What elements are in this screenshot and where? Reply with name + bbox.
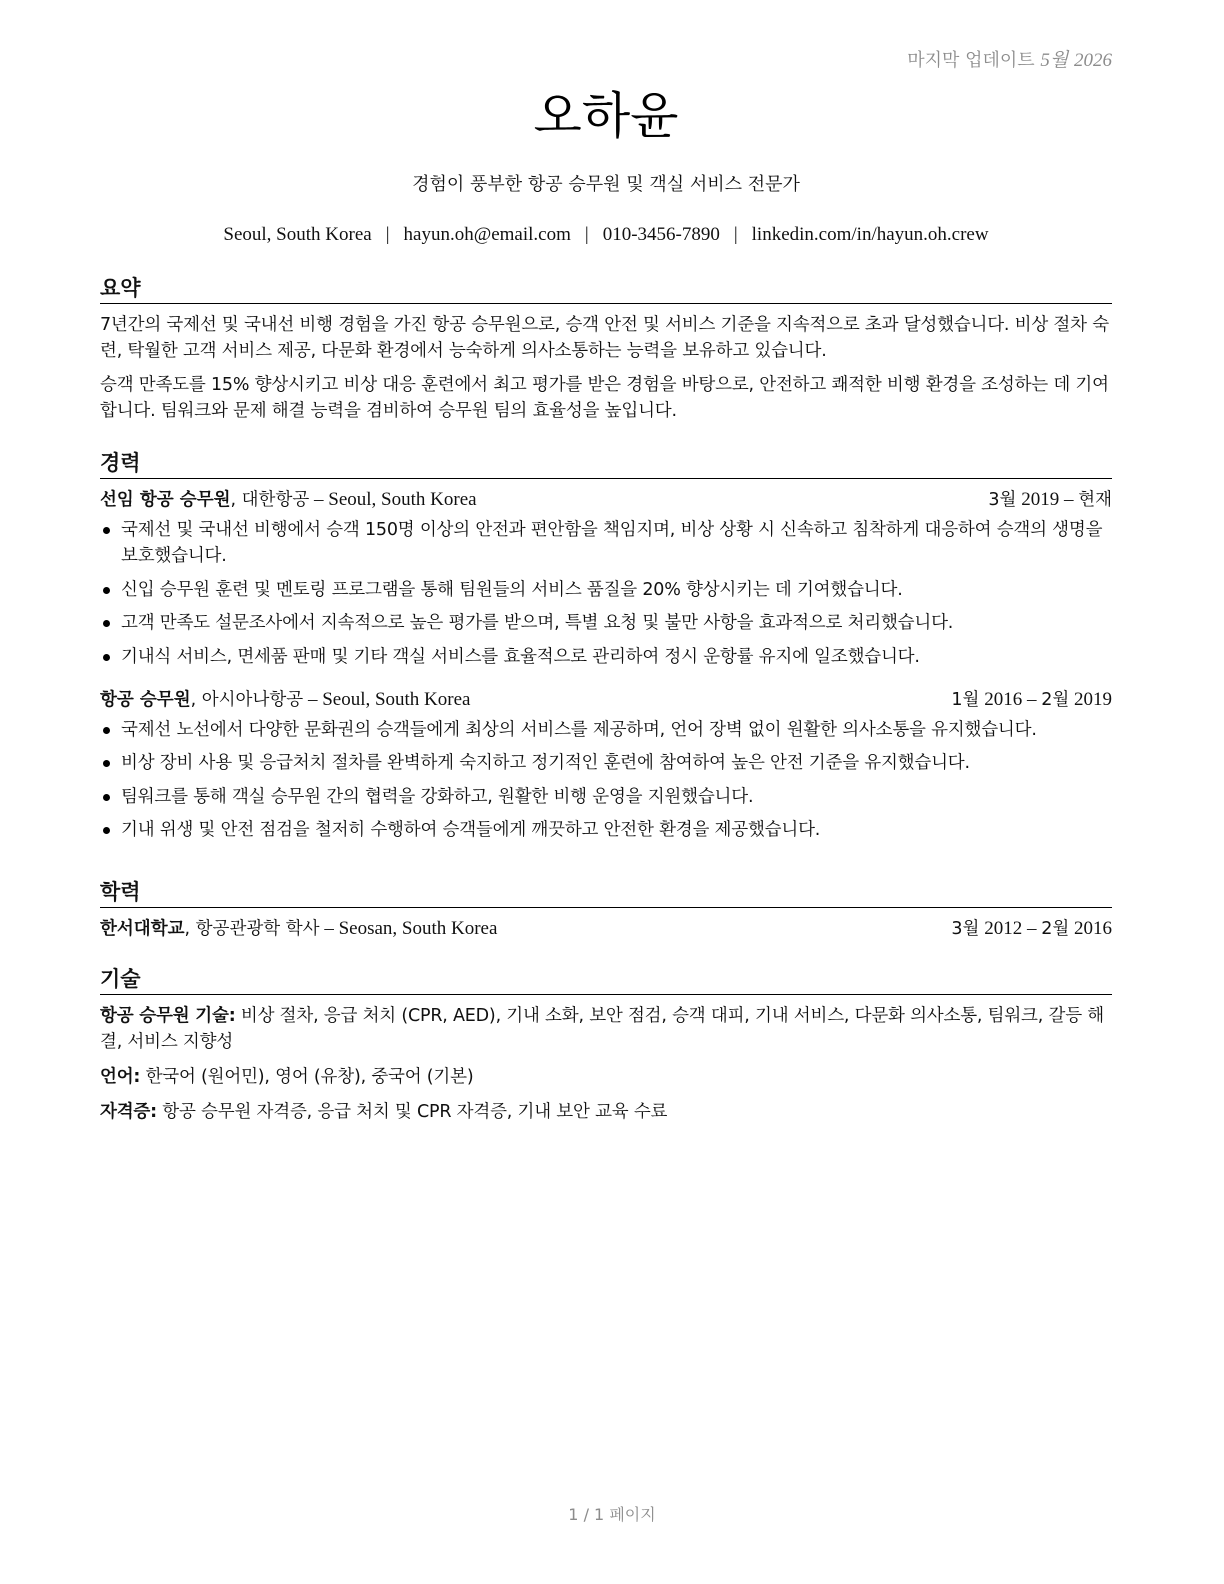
job-entry [100, 687, 1112, 844]
last-updated-year: 2026 [1074, 50, 1112, 71]
education-entry [100, 916, 1112, 942]
education-start-year: 2012 – [979, 918, 1042, 939]
job-bullets [100, 517, 1112, 670]
contact-phone: 010-3456-7890 [602, 224, 720, 245]
job-end: 현재 [1078, 490, 1112, 510]
skill-label: 항공 승무원 기술: [100, 1006, 236, 1026]
candidate-tagline: 경험이 풍부한 항공 승무원 및 객실 서비스 전문가 [412, 174, 800, 195]
education-location: – Seosan, South Korea [319, 918, 498, 939]
job-role: 선임 항공 승무원 [100, 490, 231, 510]
skill-text: 비상 절차, 응급 처치 (CPR, AED), 기내 소화, 보안 점검, 승객 대피, 기내 서비스, 다문화 의사소통, 팀워크, 갈등 해결, 서비스 지향성 [100, 1006, 1104, 1052]
education-end-month: 2월 [1041, 919, 1070, 939]
page-footer [0, 1502, 1224, 1525]
job-header [100, 487, 1112, 513]
job-title-line [100, 487, 477, 513]
contact-email[interactable]: hayun.oh@email.com [403, 224, 571, 245]
job-bullets [100, 717, 1112, 844]
skill-line [100, 1064, 1112, 1090]
job-title-line [100, 687, 470, 713]
skills-title: 기술 [100, 965, 1112, 995]
summary-paragraph: 승객 만족도를 15% 향상시키고 비상 대응 훈련에서 최고 평가를 받은 경험을 바탕으로, 안전하고 쾌적한 비행 환경을 조성하는 데 기여합니다. 팀워크와 문제 해결 능력을 겸비하여 승무원 팀의 효율성을 높입니다. [100, 375, 1109, 421]
list-item: 고객 만족도 설문조사에서 지속적으로 높은 평가를 받으며, 특별 요청 및 불만 사항을 효과적으로 처리했습니다. [100, 610, 1112, 636]
skill-text: 항공 승무원 자격증, 응급 처치 및 CPR 자격증, 기내 보안 교육 수료 [156, 1102, 668, 1122]
contact-separator: | [385, 224, 390, 245]
job-start-year: 2019 – [1016, 489, 1079, 510]
job-entry [100, 487, 1112, 670]
skill-label: 자격증: [100, 1102, 157, 1122]
contact-separator: | [584, 224, 589, 245]
contact-line [100, 224, 1112, 246]
job-start-month: 3월 [988, 490, 1017, 510]
list-item: 기내식 서비스, 면세품 판매 및 기타 객실 서비스를 효율적으로 관리하여 정시 운항률 유지에 일조했습니다. [100, 644, 1112, 670]
skill-label: 언어: [100, 1067, 141, 1087]
job-location: – Seoul, South Korea [303, 688, 471, 710]
list-item: 기내 위생 및 안전 점검을 철저히 수행하여 승객들에게 깨끗하고 안전한 환경을 제공했습니다. [100, 817, 1112, 843]
education-end-year: 2016 [1069, 918, 1112, 939]
job-role: 항공 승무원 [100, 689, 191, 710]
list-item: 팀워크를 통해 객실 승무원 간의 협력을 강화하고, 원활한 비행 운영을 지원했습니다. [100, 784, 1112, 810]
list-item: 비상 장비 사용 및 응급처치 절차를 완벽하게 숙지하고 정기적인 훈련에 참여하여 높은 안전 기준을 유지했습니다. [100, 750, 1112, 776]
job-header [100, 687, 1112, 713]
job-dates [988, 487, 1112, 513]
list-item: 국제선 노선에서 다양한 문화권의 승객들에게 최상의 서비스를 제공하며, 언어 장벽 없이 원활한 의사소통을 유지했습니다. [100, 717, 1112, 743]
job-location: – Seoul, South Korea [309, 489, 477, 510]
job-company: , 아시아나항공 [190, 689, 304, 710]
job-end-year: 2019 [1069, 688, 1112, 710]
resume-page [100, 0, 1112, 1584]
experience-title: 경력 [100, 449, 1112, 479]
contact-separator: | [733, 224, 738, 245]
job-start-month: 1월 [951, 689, 980, 710]
education-school: 한서대학교 [100, 919, 185, 939]
education-section [100, 878, 1112, 942]
skills-section [100, 965, 1112, 1134]
education-title-line [100, 916, 497, 942]
education-dates [951, 916, 1112, 942]
education-start-month: 3월 [951, 919, 980, 939]
skill-text: 한국어 (원어민), 영어 (유창), 중국어 (기본) [140, 1067, 474, 1087]
skill-line [100, 1099, 1112, 1125]
summary-section [100, 274, 1112, 432]
job-dates [951, 687, 1112, 713]
last-updated-month: 5월 [1040, 50, 1069, 71]
job-start-year: 2016 – [979, 688, 1042, 710]
contact-linkedin[interactable]: linkedin.com/in/hayun.oh.crew [751, 224, 989, 245]
summary-title: 요약 [100, 274, 1112, 304]
page-number: 1 / 1 [568, 1505, 605, 1524]
list-item: 신입 승무원 훈련 및 멘토링 프로그램을 통해 팀원들의 서비스 품질을 20% 향상시키는 데 기여했습니다. [100, 577, 1112, 603]
education-degree: , 항공관광학 학사 [184, 919, 320, 939]
page-label: 페이지 [609, 1505, 656, 1524]
education-title: 학력 [100, 878, 1112, 908]
experience-section [100, 449, 1112, 851]
contact-location: Seoul, South Korea [223, 224, 372, 245]
job-end: 2월 [1041, 689, 1070, 710]
candidate-name: 오하윤 [533, 87, 679, 145]
last-updated-prefix: 마지막 업데이트 [907, 50, 1035, 71]
summary-paragraph: 7년간의 국제선 및 국내선 비행 경험을 가진 항공 승무원으로, 승객 안전 및 서비스 기준을 지속적으로 초과 달성했습니다. 비상 절차 숙련, 탁월한 고객 서비스 제공, 다문화 환경에서 능숙하게 의사소통하는 능력을 보유하고 있습니다. [100, 315, 1109, 361]
last-updated [907, 45, 1112, 72]
skill-line [100, 1003, 1112, 1055]
job-company: , 대한항공 [230, 490, 310, 510]
list-item: 국제선 및 국내선 비행에서 승객 150명 이상의 안전과 편안함을 책임지며, 비상 상황 시 신속하고 침착하게 대응하여 승객의 생명을 보호했습니다. [100, 517, 1112, 569]
